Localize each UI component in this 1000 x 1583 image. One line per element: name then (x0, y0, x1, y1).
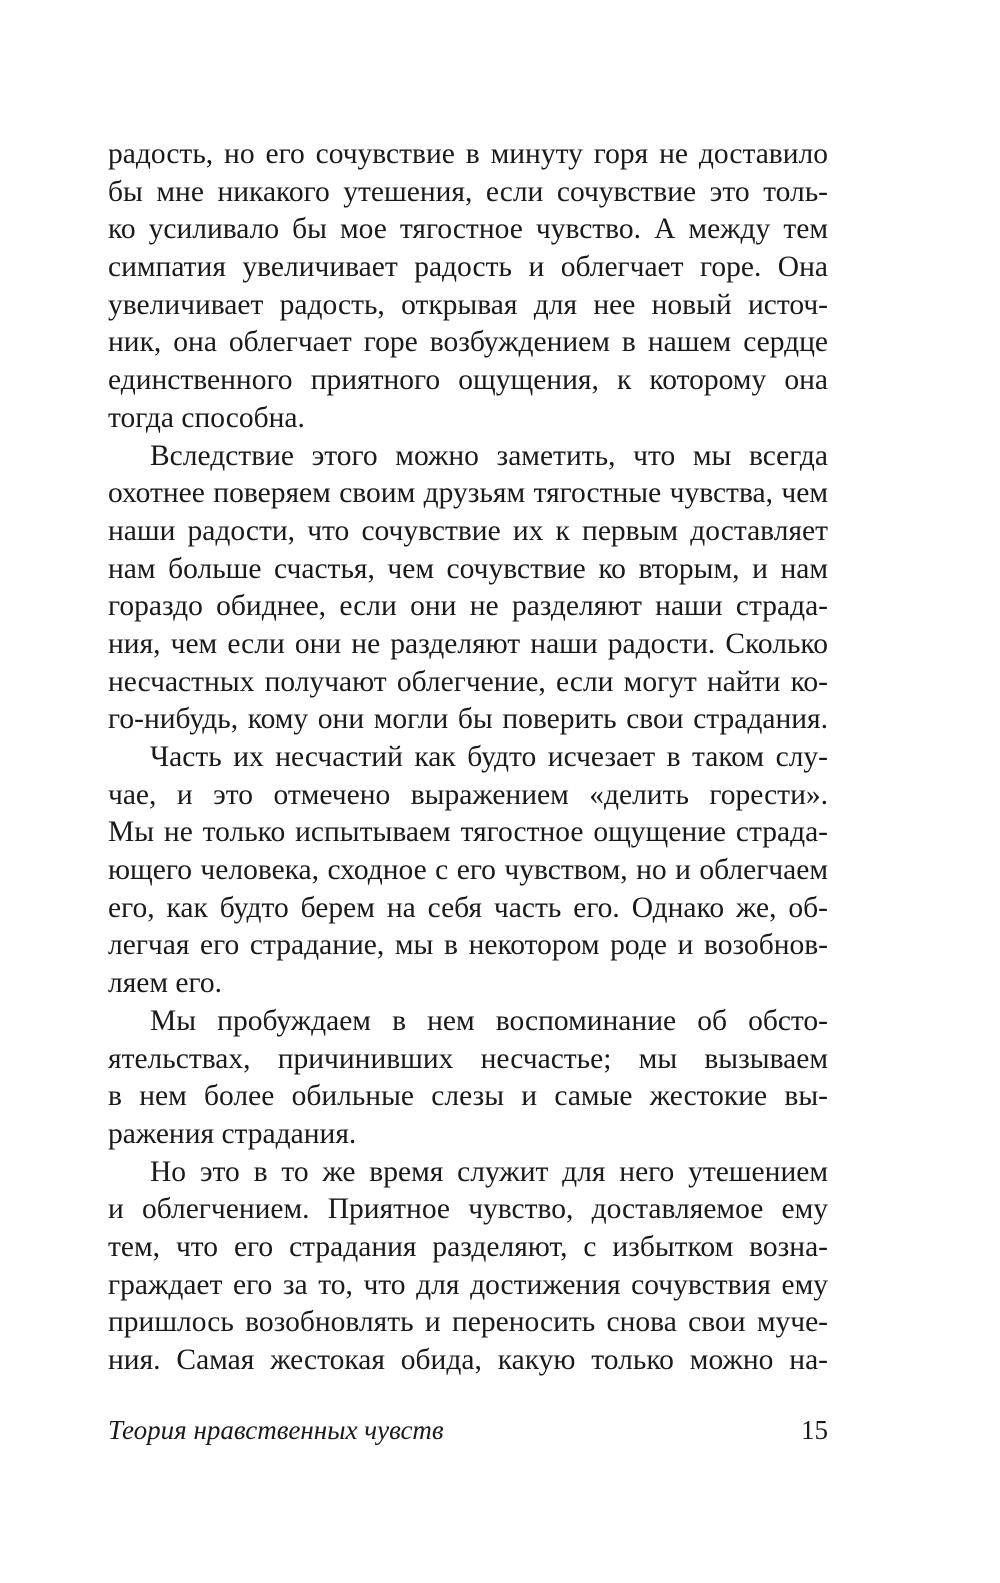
text-line: го-нибудь, кому они могли бы поверить свои страдания. (108, 703, 828, 736)
page-body (108, 136, 828, 1380)
page-footer (108, 1410, 828, 1450)
text-line: легчая его страдание, мы в некотором роде и возобнов- (108, 929, 828, 962)
text-line: нам больше счастья, чем сочувствие ко вторым, и нам (108, 552, 828, 585)
text-line: симпатия увеличивает радость и облегчает горе. Она (108, 251, 828, 284)
paragraph (108, 1154, 828, 1380)
text-line: Вследствие этого можно заметить, что мы всегда (150, 439, 828, 472)
text-line: в нем более обильные слезы и самые жестокие вы- (108, 1080, 828, 1113)
text-line: Мы не только испытываем тягостное ощущение страда- (108, 816, 828, 849)
text-line: и облегчением. Приятное чувство, доставляемое ему (108, 1193, 828, 1226)
paragraph (108, 1003, 828, 1154)
text-line: Но это в то же время служит для него утешением (150, 1155, 828, 1188)
text-line: ния, чем если они не разделяют наши радости. Сколько (108, 627, 828, 660)
text-line: граждает его за то, что для достижения сочувствия ему (108, 1268, 828, 1301)
text-line: несчастных получают облегчение, если могут найти ко- (108, 665, 828, 698)
text-line: охотнее поверяем своим друзьям тягостные чувства, чем (108, 477, 828, 510)
text-line: гораздо обиднее, если они не разделяют наши страда- (108, 590, 828, 623)
text-line: тогда способна. (108, 401, 305, 434)
text-line: пришлось возобновлять и переносить снова свои муче- (108, 1306, 828, 1339)
paragraph (108, 136, 828, 438)
paragraph (108, 438, 828, 740)
text-line: ко усиливало бы мое тягостное чувство. А между тем (108, 213, 828, 246)
text-line: ятельствах, причинивших несчастье; мы вызываем (108, 1042, 828, 1075)
page-number: 15 (801, 1415, 828, 1445)
text-line: ния. Самая жестокая обида, какую только можно на- (108, 1344, 828, 1376)
text-line: тем, что его страдания разделяют, с избытком возна- (108, 1230, 828, 1263)
text-line: ляем его. (108, 967, 223, 1000)
paragraph (108, 739, 828, 1003)
text-line: единственного приятного ощущения, к которому она (108, 364, 828, 397)
text-line: чае, и это отмечено выражением «делить горести». (108, 778, 828, 811)
text-line: радость, но его сочувствие в минуту горя не доставило (108, 138, 828, 170)
text-line: наши радости, что сочувствие их к первым доставляет (108, 514, 828, 547)
text-line: увеличивает радость, открывая для нее новый источ- (108, 288, 828, 321)
text-line: бы мне никакого утешения, если сочувствие это толь- (108, 175, 828, 208)
running-title: Теория нравственных чувств (108, 1415, 444, 1445)
text-line: Мы пробуждаем в нем воспоминание об обсто- (150, 1004, 828, 1037)
text-line: Часть их несчастий как будто исчезает в таком слу- (150, 741, 828, 773)
text-line: его, как будто берем на себя часть его. Однако же, об- (108, 891, 828, 924)
text-line: ражения страдания. (108, 1117, 357, 1150)
text-line: ник, она облегчает горе возбуждением в нашем сердце (108, 326, 828, 359)
text-line: ющего человека, сходное с его чувством, но и облегчаем (108, 854, 828, 887)
